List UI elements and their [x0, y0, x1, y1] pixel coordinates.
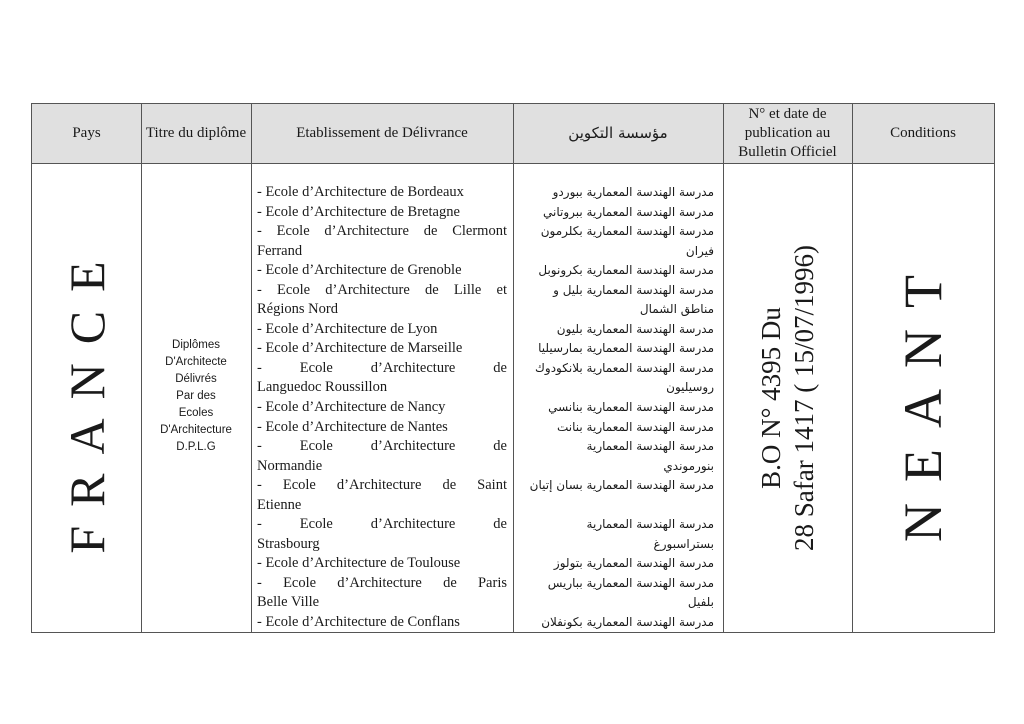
establishment-line: Languedoc Roussillon	[257, 379, 388, 396]
arabic-establishment-line: مدرسة الهندسة المعمارية بكلرمون	[540, 224, 714, 239]
country-name: FRANCE	[58, 241, 115, 554]
arabic-establishment-line: مدرسة الهندسة المعمارية بنانسي	[548, 400, 714, 415]
publication-reference	[755, 245, 821, 551]
publication-cell	[723, 163, 852, 632]
arabic-establishment-line: مدرسة الهندسة المعمارية ببروتاني	[543, 204, 714, 219]
arabic-establishments-cell	[513, 163, 723, 632]
establishment-line: Normandie	[257, 457, 323, 474]
arabic-establishment-line: مدرسة الهندسة المعمارية بليل و	[553, 282, 714, 297]
arabic-establishment-line: مدرسة الهندسة المعمارية بكرونوبل	[538, 263, 714, 278]
header-titre: Titre du diplôme	[145, 125, 247, 141]
diploma-line: Diplômes	[172, 338, 220, 351]
arabic-establishment-line: مدرسة الهندسة المعمارية بباريس	[547, 575, 714, 590]
establishment-line: - Ecole d’Architecture de	[257, 438, 507, 455]
header-conditions: Conditions	[890, 125, 956, 141]
arabic-establishment-line: بستراسبورغ	[653, 536, 714, 551]
establishment-line: Etienne	[257, 496, 302, 513]
establishment-line: - Ecole d’Architecture de Saint	[257, 477, 507, 494]
arabic-establishment-line: بلفيل	[687, 595, 714, 610]
arabic-establishment-line: مدرسة الهندسة المعمارية بكونفلان	[541, 615, 714, 630]
header-etablissement: Etablissement de Délivrance	[296, 125, 468, 141]
arabic-establishment-line: مدرسة الهندسة المعمارية بنانت	[556, 419, 714, 434]
establishment-line: - Ecole d’Architecture de Marseille	[257, 340, 463, 357]
arabic-establishment-line: مدرسة الهندسة المعمارية بليون	[556, 321, 714, 336]
equivalence-table	[31, 103, 995, 633]
diploma-line: Par des	[176, 389, 216, 402]
establishment-line: - Ecole d’Architecture de Nantes	[257, 418, 448, 435]
establishment-line: - Ecole d’Architecture de Grenoble	[257, 262, 462, 279]
establishment-line: - Ecole d’Architecture de Nancy	[257, 399, 446, 416]
establishment-line: - Ecole d’Architecture de	[257, 359, 507, 376]
establishment-line: - Ecole d’Architecture de Conflans	[257, 614, 460, 631]
arabic-establishment-line: مدرسة الهندسة المعمارية	[586, 517, 714, 532]
header-pays: Pays	[72, 125, 101, 141]
establishment-line: - Ecole d’Architecture de Lille et	[257, 281, 507, 298]
arabic-establishment-line: مدرسة الهندسة المعمارية بتولوز	[553, 556, 714, 571]
establishment-line: - Ecole d’Architecture de Toulouse	[257, 555, 461, 572]
header-arabic: مؤسسة التكوين	[568, 124, 668, 142]
establishment-line: - Ecole d’Architecture de Paris	[257, 574, 507, 591]
diploma-line: Ecoles	[178, 406, 214, 419]
publication-line-2: 28 Safar 1417 ( 15/07/1996)	[788, 244, 819, 551]
arabic-establishment-line: مدرسة الهندسة المعمارية بسان إتيان	[529, 478, 714, 493]
arabic-establishment-line: فيران	[685, 243, 714, 258]
establishment-line: - Ecole d’Architecture de	[257, 516, 507, 533]
arabic-establishment-line: روسيليون	[666, 380, 714, 395]
establishment-line: Régions Nord	[257, 301, 338, 318]
arabic-establishment-line: مدرسة الهندسة المعمارية	[586, 439, 714, 454]
establishment-line: Belle Ville	[257, 594, 320, 611]
diploma-line: D'Architecture	[160, 423, 232, 436]
establishment-line: - Ecole d’Architecture de Lyon	[257, 320, 438, 337]
establishments-cell	[251, 163, 513, 632]
conditions-cell	[852, 163, 994, 632]
arabic-establishment-line: بنورموندي	[663, 458, 714, 473]
arabic-establishment-line: مناطق الشمال	[639, 302, 714, 317]
establishment-line: Strasbourg	[257, 535, 320, 552]
diploma-line: D'Architecte	[165, 355, 227, 368]
header-publication: N° et date de publication au Bulletin Officiel	[738, 106, 837, 160]
country-cell	[32, 163, 141, 632]
arabic-establishment-line: مدرسة الهندسة المعمارية بمارسيليا	[538, 341, 714, 356]
establishment-line: - Ecole d’Architecture de Bordeaux	[257, 184, 464, 200]
diploma-title	[144, 337, 248, 456]
establishment-line: - Ecole d’Architecture de Clermont	[257, 223, 507, 240]
arabic-establishment-line	[519, 496, 714, 516]
establishment-line: Ferrand	[257, 242, 303, 259]
arabic-establishment-line: مدرسة الهندسة المعمارية بلانكودوك	[535, 360, 714, 375]
diploma-cell	[141, 163, 251, 632]
conditions-value: NEANT	[893, 253, 953, 542]
establishment-line: - Ecole d’Architecture de Bretagne	[257, 203, 460, 220]
arabic-establishment-line: مدرسة الهندسة المعمارية ببوردو	[552, 185, 714, 199]
publication-line-1: B.O N° 4395 Du	[755, 306, 786, 489]
diploma-line: Délivrés	[175, 372, 217, 385]
diploma-line: D.P.L.G	[176, 440, 216, 453]
